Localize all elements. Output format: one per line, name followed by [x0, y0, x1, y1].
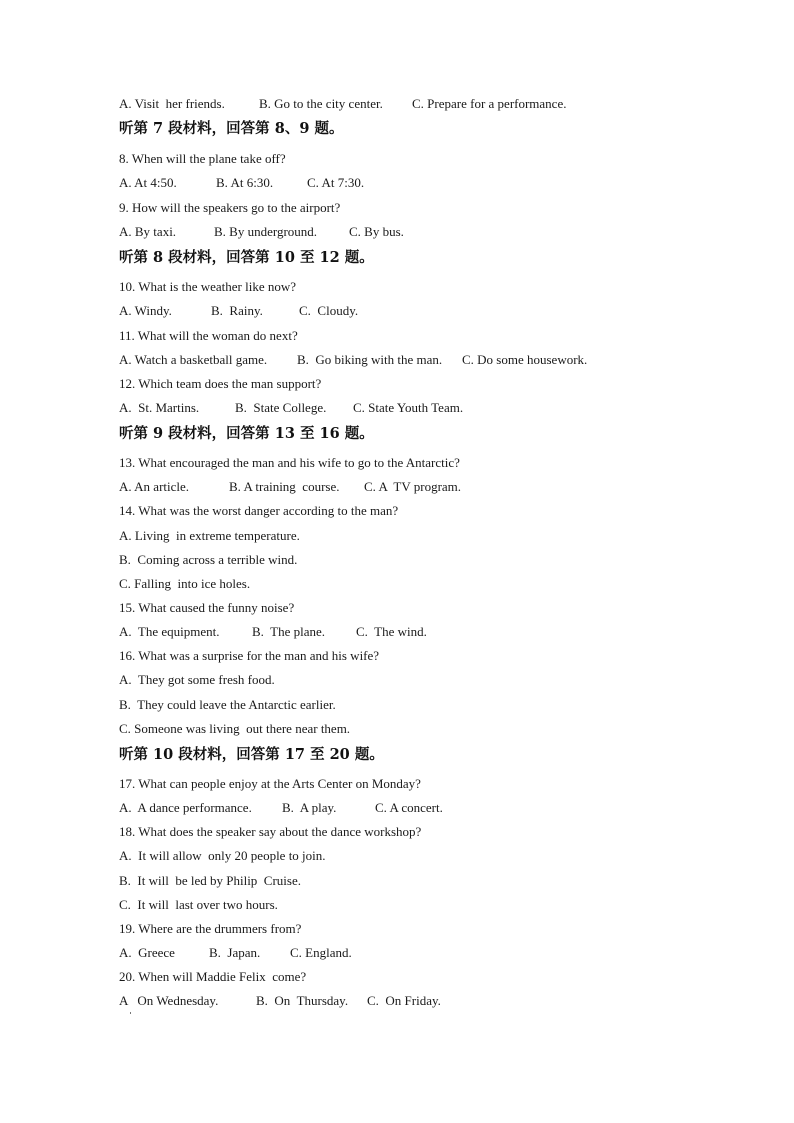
question-text: 8. When will the plane take off? — [119, 151, 286, 166]
section-heading: 听第 7 段材料，回答第 8、9 题。 — [119, 120, 344, 137]
answer-option: A. Windy. — [119, 303, 172, 318]
question-text: 11. What will the woman do next? — [119, 328, 298, 343]
answer-option: A. The equipment. — [119, 624, 220, 639]
answer-option: B. The plane. — [252, 624, 326, 639]
question-text: 17. What can people enjoy at the Arts Center on Monday? — [119, 776, 421, 791]
question-text: 10. What is the weather like now? — [119, 279, 297, 294]
answer-option: C. A TV program. — [364, 479, 462, 494]
answer-options-row — [119, 303, 379, 319]
answer-option: A. St. Martins. — [119, 400, 200, 415]
answer-option: C. Cloudy. — [299, 303, 359, 318]
question-text: 18. What does the speaker say about the dance workshop? — [119, 824, 422, 839]
answer-option: B. Go biking with the man. — [297, 352, 443, 367]
question-text: 19. Where are the drummers from? — [119, 921, 302, 936]
answer-options-row — [119, 224, 429, 240]
answer-option: B. Go to the city center. — [259, 96, 383, 111]
question-text: 9. How will the speakers go to the airport? — [119, 200, 341, 215]
answer-options-row — [119, 945, 370, 961]
answer-option: A. Watch a basketball game. — [119, 352, 268, 367]
question-text: 13. What encouraged the man and his wife to go to the Antarctic? — [119, 455, 460, 470]
answer-option: B. State College. — [235, 400, 327, 415]
answer-option: C. Falling into ice holes. — [119, 576, 251, 591]
answer-options-row — [119, 175, 387, 191]
answer-options-row — [119, 96, 592, 112]
answer-options-row — [119, 352, 602, 368]
section-heading: 听第 8 段材料，回答第 10 至 12 题。 — [119, 249, 374, 266]
question-text: 12. Which team does the man support? — [119, 376, 322, 391]
question-text: 16. What was a surprise for the man and his wife? — [119, 648, 380, 663]
answer-option: C. England. — [290, 945, 352, 960]
answer-option: C. At 7:30. — [307, 175, 365, 190]
answer-option: A. Visit her friends. — [119, 96, 225, 111]
answer-option: B. On Thursday. — [256, 993, 349, 1008]
answer-option: B. Coming across a terrible wind. — [119, 552, 298, 567]
answer-option: B. Japan. — [209, 945, 261, 960]
answer-option: C. State Youth Team. — [353, 400, 464, 415]
section-heading: 听第 9 段材料，回答第 13 至 16 题。 — [119, 425, 374, 442]
stray-mark — [130, 1012, 131, 1014]
answer-option: B. At 6:30. — [216, 175, 274, 190]
answer-option: A. A dance performance. — [119, 800, 252, 815]
answer-option: B. It will be led by Philip Cruise. — [119, 873, 301, 888]
answer-option: C. Prepare for a performance. — [412, 96, 567, 111]
answer-option: C. On Friday. — [367, 993, 441, 1008]
answer-option: A. Greece — [119, 945, 175, 960]
question-text: 20. When will Maddie Felix come? — [119, 969, 307, 984]
answer-option: C. The wind. — [356, 624, 427, 639]
answer-option: C. It will last over two hours. — [119, 897, 278, 912]
answer-option: C. Someone was living out there near them. — [119, 721, 351, 736]
answer-option: C. By bus. — [349, 224, 404, 239]
question-text: 15. What caused the funny noise? — [119, 600, 295, 615]
answer-option: B. By underground. — [214, 224, 318, 239]
answer-option: B. They could leave the Antarctic earlier. — [119, 697, 336, 712]
answer-option: B. A play. — [282, 800, 337, 815]
answer-option: B. Rainy. — [211, 303, 263, 318]
answer-option: A. It will allow only 20 people to join. — [119, 848, 326, 863]
answer-option: A. At 4:50. — [119, 175, 177, 190]
answer-option: B. A training course. — [229, 479, 340, 494]
answer-options-row — [119, 479, 474, 495]
answer-option: A. They got some fresh food. — [119, 672, 275, 687]
answer-option: A. By taxi. — [119, 224, 177, 239]
answer-option: C. A concert. — [375, 800, 443, 815]
answer-options-row — [119, 800, 455, 816]
section-heading: 听第 10 段材料，回答第 17 至 20 题。 — [119, 746, 384, 763]
answer-option: C. Do some housework. — [462, 352, 588, 367]
answer-options-row — [119, 400, 483, 416]
answer-option: A On Wednesday. — [119, 993, 219, 1008]
answer-options-row — [119, 624, 436, 640]
question-text: 14. What was the worst danger according to the man? — [119, 503, 399, 518]
answer-option: A. An article. — [119, 479, 190, 494]
answer-option: A. Living in extreme temperature. — [119, 528, 300, 543]
answer-options-row — [119, 993, 457, 1009]
